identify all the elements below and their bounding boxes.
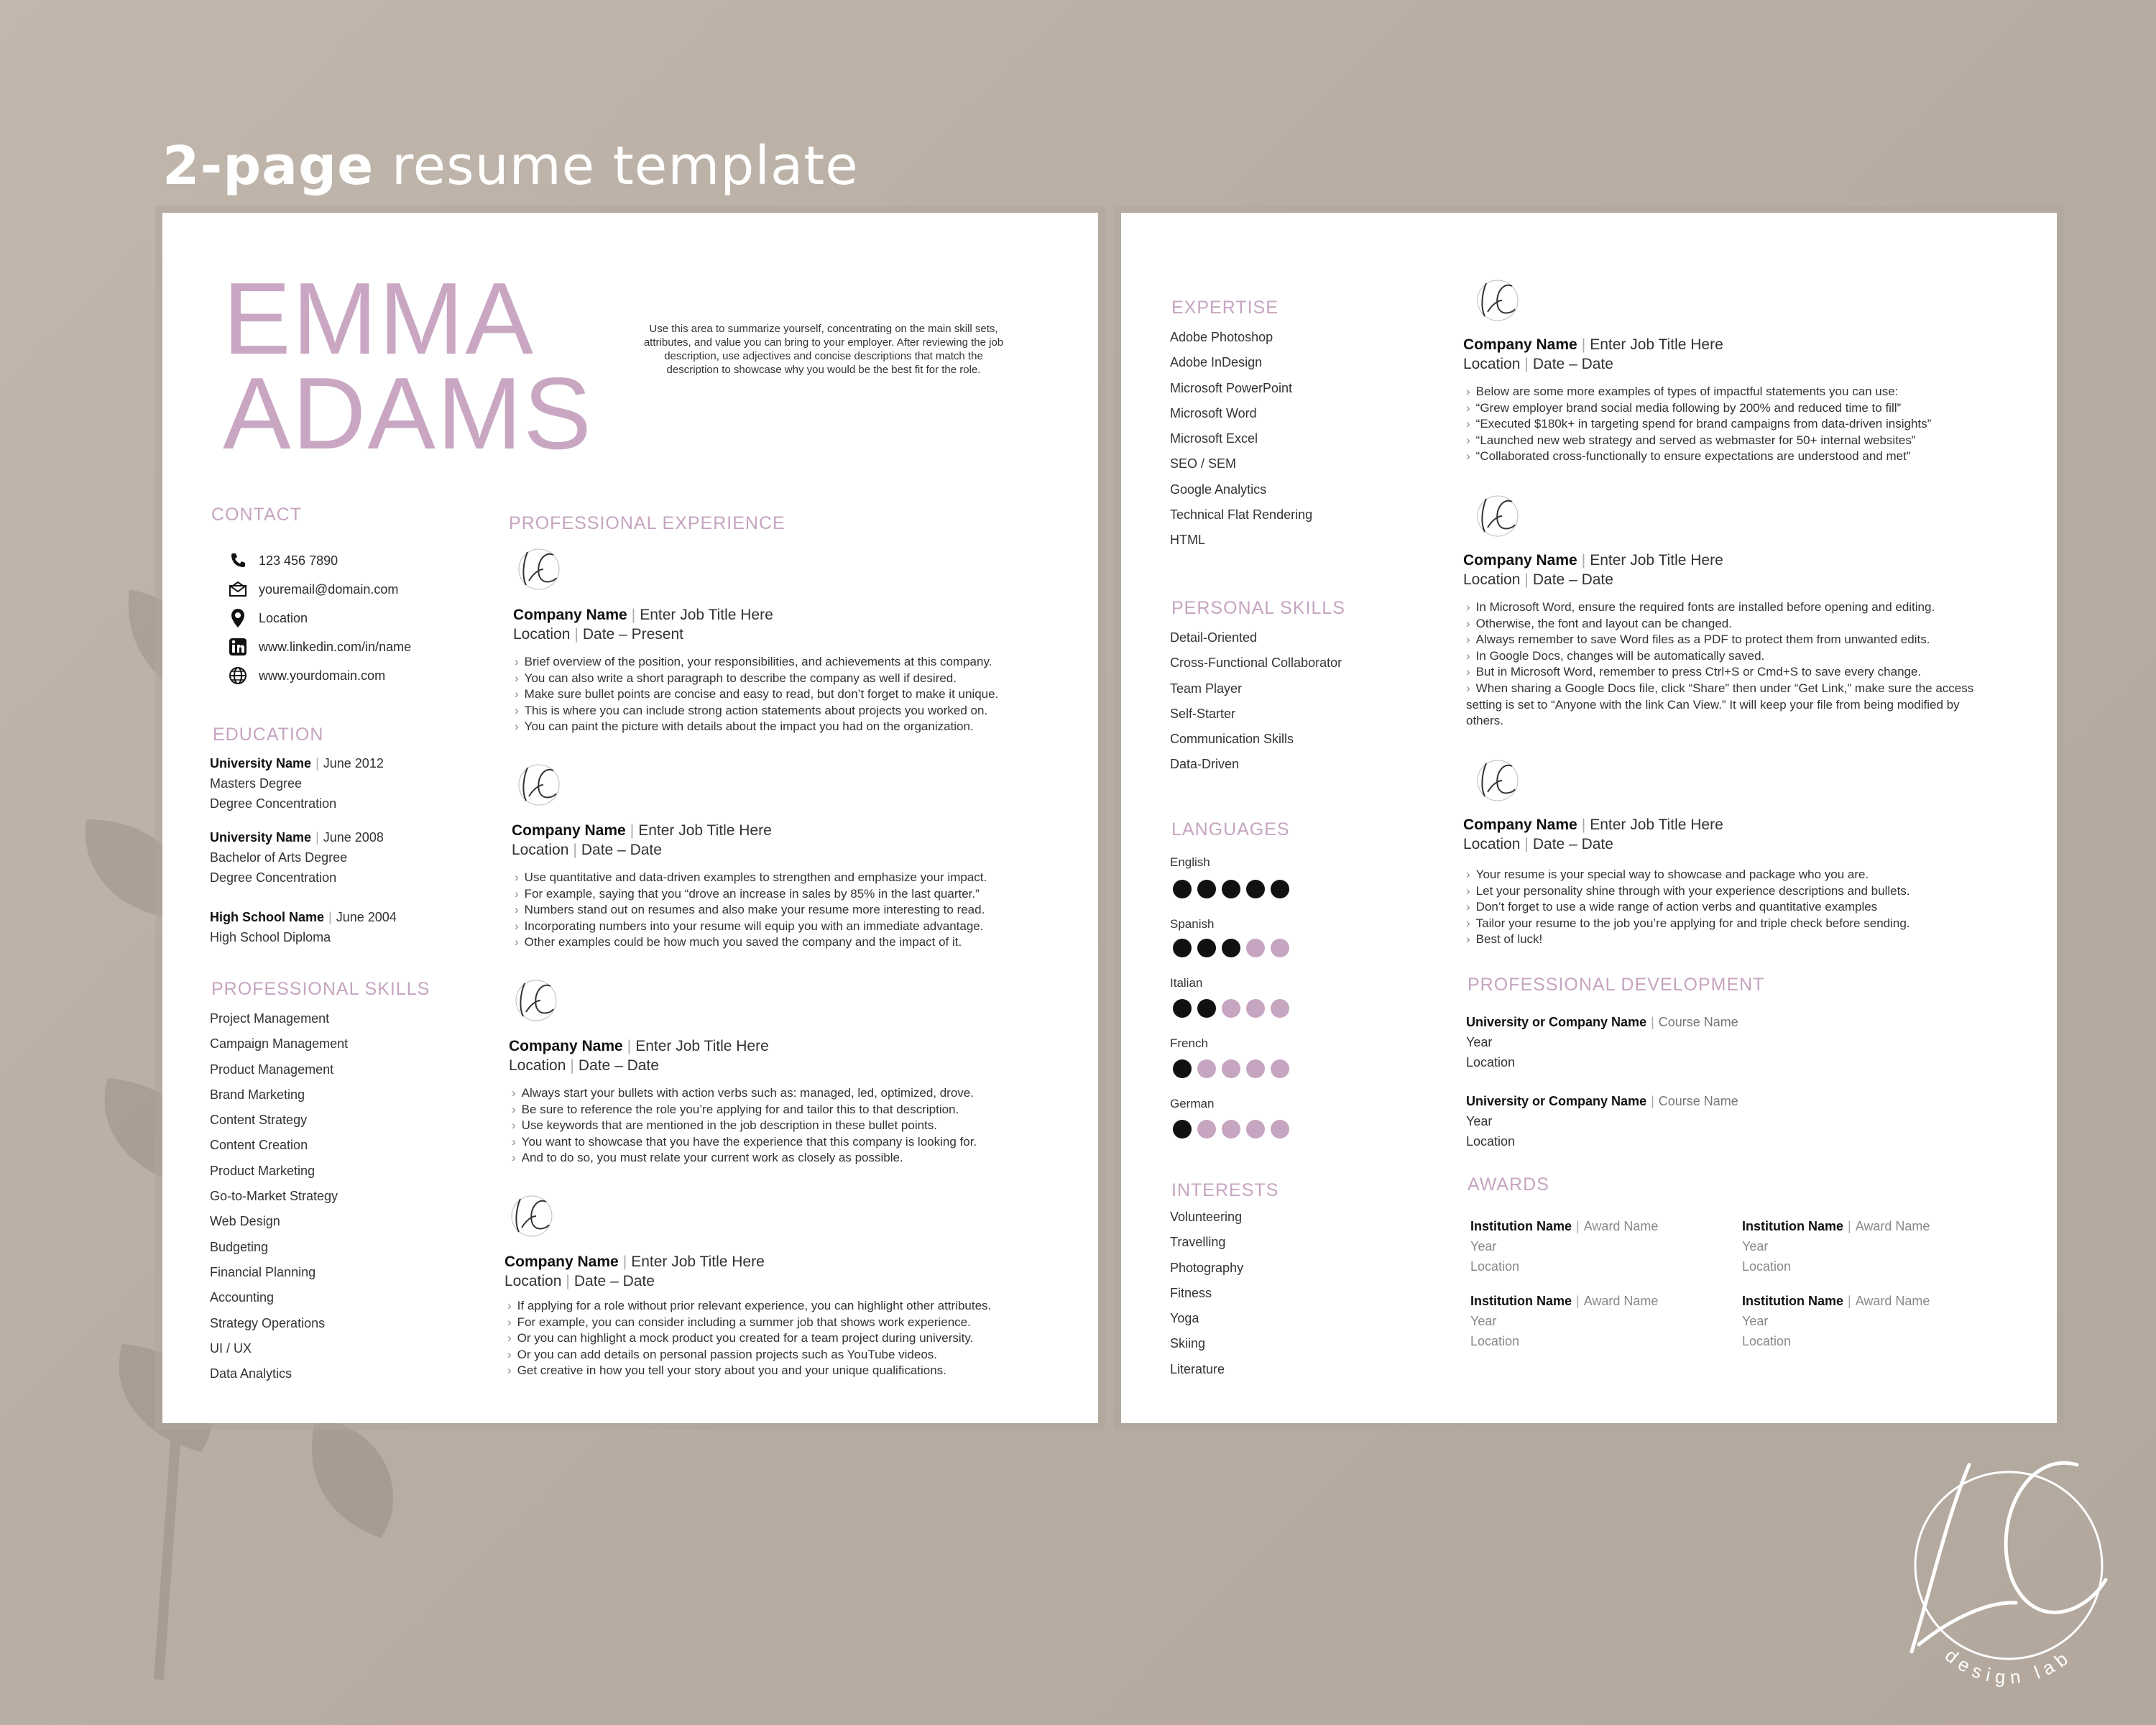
rating-dot-filled <box>1173 1120 1192 1138</box>
award-name: Award Name <box>1855 1219 1930 1233</box>
bullet-item: › If applying for a role without prior relevant experience, you can highlight other attributes. <box>507 1298 1068 1315</box>
language-rating <box>1173 1120 1289 1138</box>
rating-dot-empty <box>1246 1059 1265 1078</box>
job-bullets <box>1466 599 1998 730</box>
resume-page-2 <box>1121 213 2057 1423</box>
award-inst: Institution Name <box>1470 1219 1572 1233</box>
list-item: Financial Planning <box>210 1264 316 1279</box>
language-name: Italian <box>1170 976 1203 990</box>
rating-dot-empty <box>1197 1120 1216 1138</box>
contact-linkedin <box>227 635 411 658</box>
bullet-item: › Otherwise, the font and layout can be changed. <box>1466 616 1998 632</box>
award-year: Year <box>1742 1314 1769 1328</box>
job-date: Date – Date <box>1532 836 1613 852</box>
bullet-item: › In Microsoft Word, ensure the required fonts are installed before opening and editing. <box>1466 599 1998 616</box>
interests-heading: INTERESTS <box>1171 1180 1279 1200</box>
award-location: Location <box>1470 1334 1520 1348</box>
bullet-item: › “Grew employer brand social media following by 200% and reduced time to fill” <box>1466 400 2027 417</box>
list-item: Web Design <box>210 1214 280 1229</box>
list-item: Product Marketing <box>210 1163 315 1178</box>
rating-dot-empty <box>1271 939 1289 957</box>
job-bullets <box>512 1085 1072 1167</box>
list-item: Communication Skills <box>1170 732 1294 747</box>
lc-logo-icon <box>1469 272 1526 329</box>
edu-concentration: Degree Concentration <box>210 870 337 885</box>
pd-year: Year <box>1466 1114 1493 1128</box>
name-first: EMMA <box>223 262 535 376</box>
job-header: Company Name | Enter Job Title Here Location | Date – Date <box>509 1038 769 1074</box>
job-company: Company Name <box>512 822 626 839</box>
contact-email <box>227 578 398 601</box>
job-header: Company Name | Enter Job Title Here Location | Date – Date <box>512 822 772 858</box>
candidate-name <box>223 262 593 471</box>
pd-location: Location <box>1466 1055 1516 1070</box>
award-year: Year <box>1470 1239 1497 1254</box>
bullet-item: › You can paint the picture with details about the impact you had on the organization. <box>515 719 1075 735</box>
rating-dot-filled <box>1222 939 1240 957</box>
award-name: Award Name <box>1855 1294 1930 1308</box>
award-location: Location <box>1742 1334 1792 1348</box>
job-date: Date – Date <box>581 842 662 858</box>
prof-dev-item: University or Company Name | Course Name Year Location <box>1466 1012 1738 1072</box>
language-name: Spanish <box>1170 917 1215 931</box>
job-company: Company Name <box>505 1254 619 1270</box>
list-item: Photography <box>1170 1260 1244 1275</box>
education-item: University Name | June 2012 Masters Degree Degree Concentration <box>210 753 384 814</box>
job-title: Enter Job Title Here <box>631 1254 765 1270</box>
bullet-item: › Or you can highlight a mock product you created for a team project during university. <box>507 1330 1068 1347</box>
list-item: Cross-Functional Collaborator <box>1170 656 1342 671</box>
list-item: Adobe InDesign <box>1170 355 1263 370</box>
phone-icon <box>227 550 249 571</box>
education-item: High School Name | June 2004 High School Diploma <box>210 907 397 947</box>
job-location: Location <box>513 626 571 643</box>
bullet-item: › Make sure bullet points are concise and easy to read, but don’t forget to make it unique. <box>515 686 1075 703</box>
list-item: Campaign Management <box>210 1036 349 1052</box>
website-text: www.yourdomain.com <box>259 668 386 683</box>
list-item: Volunteering <box>1170 1210 1243 1224</box>
bullet-item: › “Launched new web strategy and served as webmaster for 50+ internal websites” <box>1466 433 2027 449</box>
bullet-item: › You can also write a short paragraph to describe the company as well if desired. <box>515 671 1075 687</box>
job-location: Location <box>1463 356 1521 372</box>
job-company: Company Name <box>1463 552 1577 569</box>
list-item: Fitness <box>1170 1285 1212 1300</box>
list-item: Microsoft PowerPoint <box>1170 380 1293 395</box>
name-last: ADAMS <box>223 356 593 471</box>
job-header: Company Name | Enter Job Title Here Location | Date – Date <box>1463 336 1723 372</box>
prof-dev-item: University or Company Name | Course Name Year Location <box>1466 1091 1738 1151</box>
job-bullets <box>1466 384 2027 465</box>
bullet-item: › “Executed $180k+ in targeting spend for brand campaigns from data-driven insights” <box>1466 416 2027 433</box>
job-date: Date – Date <box>1532 356 1613 372</box>
contact-heading: CONTACT <box>211 505 302 525</box>
bullet-item: › Below are some more examples of types of impactful statements you can use: <box>1466 384 2027 400</box>
skills-heading: PROFESSIONAL SKILLS <box>211 979 430 999</box>
edu-school: High School Name <box>210 910 325 924</box>
rating-dot-empty <box>1246 1120 1265 1138</box>
language-rating <box>1173 939 1289 957</box>
language-name: English <box>1170 855 1210 869</box>
email-text: youremail@domain.com <box>259 581 399 597</box>
rating-dot-filled <box>1173 999 1192 1018</box>
edu-school: University Name <box>210 830 312 845</box>
job-bullets <box>1466 867 2027 948</box>
job-location: Location <box>1463 571 1521 588</box>
education-heading: EDUCATION <box>213 724 324 745</box>
bullet-item: › Or you can add details on personal passion projects such as YouTube videos. <box>507 1347 1068 1363</box>
location-text: Location <box>259 610 308 625</box>
bullet-item: › Tailor your resume to the job you’re applying for and triple check before sending. <box>1466 916 2027 932</box>
award-inst: Institution Name <box>1470 1294 1572 1308</box>
bullet-item: › Incorporating numbers into your resume will equip you with an immediate advantage. <box>515 919 1075 935</box>
interests-list <box>1170 1205 1243 1382</box>
globe-icon <box>227 665 249 686</box>
edu-date: June 2004 <box>336 910 397 924</box>
list-item: Microsoft Word <box>1170 405 1257 420</box>
list-item: Go-to-Market Strategy <box>210 1189 338 1204</box>
list-item: Strategy Operations <box>210 1315 326 1330</box>
job-title: Enter Job Title Here <box>638 822 772 839</box>
bullet-item: › But in Microsoft Word, remember to press Ctrl+S or Cmd+S to save every change. <box>1466 664 1998 681</box>
job-title: Enter Job Title Here <box>635 1038 769 1054</box>
bullet-item: › Let your personality shine through with your experience descriptions and bullets. <box>1466 883 2027 900</box>
expertise-list <box>1170 325 1312 553</box>
list-item: Brand Marketing <box>210 1087 305 1102</box>
list-item: UI / UX <box>210 1340 252 1356</box>
language-name: French <box>1170 1036 1208 1050</box>
list-item: SEO / SEM <box>1170 456 1237 472</box>
award-item: Institution Name | Award Name Year Location <box>1470 1291 1658 1351</box>
award-location: Location <box>1742 1259 1792 1274</box>
job-company: Company Name <box>1463 336 1577 353</box>
svg-text:design lab <box>1941 1644 2076 1688</box>
rating-dot-empty <box>1271 999 1289 1018</box>
expertise-heading: EXPERTISE <box>1171 298 1279 318</box>
pd-org: University or Company Name <box>1466 1094 1647 1108</box>
list-item: Content Creation <box>210 1138 308 1153</box>
edu-degree: Bachelor of Arts Degree <box>210 850 348 865</box>
summary-text: Use this area to summarize yourself, concentrating on the main skill sets, attributes, and value you can bring to your employer. After reviewing the job description, use adjectives and concise descriptions that match the description to showcase why you would be the best fit for the role. <box>643 323 1004 376</box>
language-name: German <box>1170 1097 1215 1110</box>
rating-dot-empty <box>1271 1059 1289 1078</box>
list-item: Adobe Photoshop <box>1170 330 1273 344</box>
lc-logo-icon <box>507 972 565 1029</box>
job-header: Company Name | Enter Job Title Here Location | Date – Date <box>505 1254 765 1289</box>
job-location: Location <box>512 842 569 858</box>
edu-date: June 2008 <box>323 830 384 845</box>
lc-logo-icon <box>503 1187 561 1245</box>
rating-dot-empty <box>1222 1059 1240 1078</box>
rating-dot-filled <box>1246 880 1265 898</box>
lc-design-lab-logo <box>1890 1436 2127 1702</box>
job-date: Date – Date <box>1532 571 1613 588</box>
job-header: Company Name | Enter Job Title Here Location | Date – Date <box>1463 552 1723 588</box>
pd-course: Course Name <box>1658 1094 1738 1108</box>
headline-bold: 2-page <box>162 135 374 197</box>
job-company: Company Name <box>513 607 627 623</box>
bullet-item: › Best of luck! <box>1466 932 2027 948</box>
bullet-item: › You want to showcase that you have the experience that this company is looking for. <box>512 1134 1072 1151</box>
language-rating <box>1173 880 1289 898</box>
education-item: University Name | June 2008 Bachelor of Arts Degree Degree Concentration <box>210 827 384 888</box>
job-location: Location <box>509 1057 566 1074</box>
job-bullets <box>515 654 1075 735</box>
lc-logo-icon <box>510 756 568 814</box>
bullet-item: › This is where you can include strong action statements about projects you worked on. <box>515 703 1075 719</box>
award-item: Institution Name | Award Name Year Location <box>1742 1291 1930 1351</box>
list-item: Accounting <box>210 1290 275 1305</box>
rating-dot-empty <box>1222 1120 1240 1138</box>
linkedin-icon <box>227 636 249 658</box>
list-item: Literature <box>1170 1361 1225 1376</box>
edu-degree: High School Diploma <box>210 930 331 944</box>
pd-org: University or Company Name <box>1466 1015 1647 1029</box>
resume-page-1 <box>162 213 1098 1423</box>
rating-dot-filled <box>1173 939 1192 957</box>
job-company: Company Name <box>509 1038 623 1054</box>
pd-course: Course Name <box>1658 1015 1738 1029</box>
list-item: Self-Starter <box>1170 706 1236 721</box>
award-year: Year <box>1742 1239 1769 1254</box>
contact-website <box>227 664 385 687</box>
bullet-item: › Numbers stand out on resumes and also make your resume more interesting to read. <box>515 902 1075 919</box>
pd-year: Year <box>1466 1035 1493 1049</box>
list-item: Content Strategy <box>210 1113 308 1128</box>
job-company: Company Name <box>1463 816 1577 833</box>
languages-heading: LANGUAGES <box>1171 819 1290 840</box>
bullet-item: › “Collaborated cross-functionally to ensure expectations are understood and met” <box>1466 448 2027 465</box>
rating-dot-empty <box>1197 1059 1216 1078</box>
bullet-item: › Other examples could be how much you saved the company and the impact of it. <box>515 934 1075 951</box>
brand-tagline: design lab <box>1940 1644 2077 1688</box>
award-inst: Institution Name <box>1742 1294 1844 1308</box>
list-item: Data Analytics <box>210 1366 292 1381</box>
rating-dot-filled <box>1173 1059 1192 1078</box>
list-item: Detail-Oriented <box>1170 630 1258 645</box>
language-rating <box>1173 1059 1289 1078</box>
bullet-item: › Your resume is your special way to showcase and package who you are. <box>1466 867 2027 883</box>
award-name: Award Name <box>1583 1294 1659 1308</box>
list-item: Travelling <box>1170 1235 1226 1250</box>
linkedin-text: www.linkedin.com/in/name <box>259 639 412 654</box>
lc-logo-icon <box>510 540 568 598</box>
rating-dot-filled <box>1271 880 1289 898</box>
job-date: Date – Present <box>582 626 683 643</box>
bullet-item: › Use keywords that are mentioned in the job description in these bullet points. <box>512 1118 1072 1134</box>
bullet-item: › Be sure to reference the role you’re applying for and tailor this to that description. <box>512 1102 1072 1118</box>
award-inst: Institution Name <box>1742 1219 1844 1233</box>
list-item: Skiing <box>1170 1336 1206 1351</box>
lc-logo-icon <box>1469 752 1526 809</box>
list-item: Project Management <box>210 1011 330 1026</box>
rating-dot-empty <box>1222 999 1240 1018</box>
bullet-item: › For example, saying that you “drove an increase in sales by 85% in the last quarter.” <box>515 886 1075 903</box>
bullet-item: › Always remember to save Word files as a PDF to protect them from unwanted edits. <box>1466 632 1998 648</box>
bullet-item: › When sharing a Google Docs file, click “Share” then under “Get Link,” make sure the access setting is set to “Anyone with the link Can View.” It will keep your file from being modified by others. <box>1466 681 1998 730</box>
list-item: Data-Driven <box>1170 757 1240 772</box>
job-location: Location <box>505 1273 562 1289</box>
language-rating <box>1173 999 1289 1018</box>
edu-date: June 2012 <box>323 756 384 770</box>
job-date: Date – Date <box>573 1273 655 1289</box>
headline-rest: resume template <box>391 135 859 197</box>
rating-dot-empty <box>1271 1120 1289 1138</box>
bullet-item: › Brief overview of the position, your responsibilities, and achievements at this company. <box>515 654 1075 671</box>
list-item: Google Analytics <box>1170 482 1267 497</box>
rating-dot-filled <box>1197 939 1216 957</box>
job-title: Enter Job Title Here <box>1590 336 1723 353</box>
award-item: Institution Name | Award Name Year Location <box>1742 1216 1930 1276</box>
contact-phone <box>227 549 338 572</box>
job-title: Enter Job Title Here <box>1590 816 1723 833</box>
experience-heading: PROFESSIONAL EXPERIENCE <box>509 513 786 533</box>
job-bullets <box>515 870 1075 951</box>
prof-dev-heading: PROFESSIONAL DEVELOPMENT <box>1468 975 1765 995</box>
list-item: HTML <box>1170 533 1205 548</box>
job-header: Company Name | Enter Job Title Here Location | Date – Date <box>1463 816 1723 852</box>
bullet-item: › And to do so, you must relate your current work as closely as possible. <box>512 1150 1072 1167</box>
edu-degree: Masters Degree <box>210 776 303 791</box>
job-header: Company Name | Enter Job Title Here Location | Date – Present <box>513 607 773 643</box>
bullet-item: › Always start your bullets with action verbs such as: managed, led, optimized, drove. <box>512 1085 1072 1102</box>
personal-skills-heading: PERSONAL SKILLS <box>1171 598 1345 618</box>
pd-location: Location <box>1466 1134 1516 1149</box>
job-title: Enter Job Title Here <box>640 607 773 623</box>
headline <box>162 135 859 197</box>
rating-dot-filled <box>1173 880 1192 898</box>
list-item: Microsoft Excel <box>1170 431 1258 446</box>
edu-concentration: Degree Concentration <box>210 796 337 811</box>
rating-dot-empty <box>1246 939 1265 957</box>
award-item: Institution Name | Award Name Year Location <box>1470 1216 1658 1276</box>
bullet-item: › Don’t forget to use a wide range of action verbs and quantitative examples <box>1466 899 2027 916</box>
list-item: Yoga <box>1170 1311 1199 1326</box>
rating-dot-empty <box>1246 999 1265 1018</box>
job-bullets <box>507 1298 1068 1379</box>
award-name: Award Name <box>1583 1219 1659 1233</box>
bullet-item: › Get creative in how you tell your story about you and your unique qualifications. <box>507 1363 1068 1379</box>
bullet-item: › Use quantitative and data-driven examples to strengthen and emphasize your impact. <box>515 870 1075 886</box>
award-location: Location <box>1470 1259 1520 1274</box>
rating-dot-filled <box>1222 880 1240 898</box>
rating-dot-filled <box>1197 999 1216 1018</box>
job-location: Location <box>1463 836 1521 852</box>
job-date: Date – Date <box>578 1057 659 1074</box>
list-item: Team Player <box>1170 681 1243 696</box>
bullet-item: › For example, you can consider including a summer job that shows work experience. <box>507 1315 1068 1331</box>
bullet-item: › In Google Docs, changes will be automatically saved. <box>1466 648 1998 665</box>
rating-dot-filled <box>1197 880 1216 898</box>
skills-list <box>210 1006 348 1386</box>
email-icon <box>227 579 249 600</box>
edu-school: University Name <box>210 756 312 770</box>
personal-skills-list <box>1170 625 1342 778</box>
list-item: Budgeting <box>210 1239 269 1254</box>
list-item: Product Management <box>210 1062 334 1077</box>
phone-text: 123 456 7890 <box>259 553 338 568</box>
awards-heading: AWARDS <box>1468 1174 1549 1195</box>
award-year: Year <box>1470 1314 1497 1328</box>
job-title: Enter Job Title Here <box>1590 552 1723 569</box>
lc-logo-icon <box>1469 487 1526 545</box>
contact-location <box>227 607 308 630</box>
location-icon <box>227 607 249 629</box>
list-item: Technical Flat Rendering <box>1170 507 1313 523</box>
